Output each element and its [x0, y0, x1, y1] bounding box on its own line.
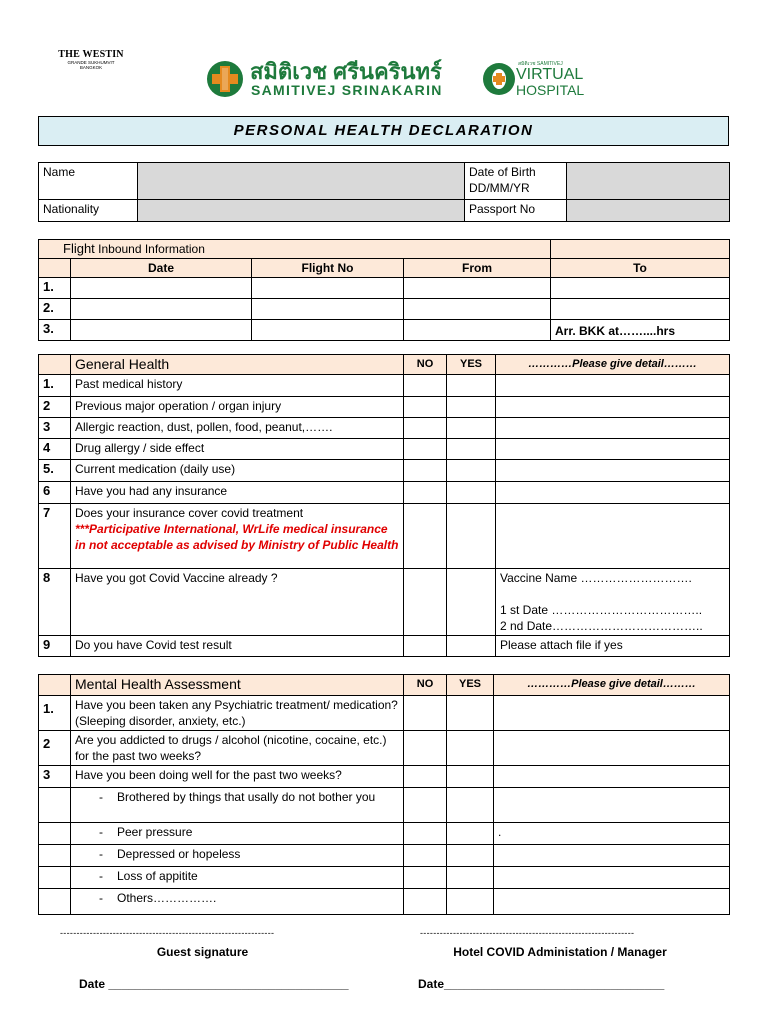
flight-row-num: 2.: [39, 299, 71, 320]
personal-info-table: [38, 162, 730, 222]
flight-col-blank: [39, 259, 71, 278]
mental-yes-cell[interactable]: [447, 889, 494, 915]
general-yes-cell[interactable]: [447, 418, 496, 439]
mental-no-cell[interactable]: [404, 889, 447, 915]
mental-subitem: [71, 788, 404, 823]
sub-text: Loss of appitite: [117, 869, 198, 883]
mental-sub-blank: [39, 823, 71, 845]
name-field[interactable]: [138, 163, 465, 200]
flight-row-num: 3.: [39, 320, 71, 341]
general-question: Past medical history: [71, 375, 404, 397]
general-row-num: 2: [39, 397, 71, 418]
name-label: Name: [39, 163, 138, 200]
virtual-hospital-icon: [482, 62, 516, 96]
flight-row-num: 1.: [39, 278, 71, 299]
general-row-num: 8: [39, 569, 71, 636]
guest-signature-label: Guest signature: [156, 945, 249, 959]
mental-detail-cell[interactable]: [494, 731, 730, 766]
mental-sub-blank: [39, 867, 71, 889]
mental-yes-cell[interactable]: [447, 731, 494, 766]
flight-heading-rest: Inbound Information: [94, 242, 205, 256]
flight-cell[interactable]: [71, 278, 252, 299]
general-no-cell[interactable]: [404, 569, 447, 636]
samitivej-thai-name: สมิติเวช ศรีนครินทร์: [250, 59, 442, 84]
general-yes-cell[interactable]: [447, 397, 496, 418]
flight-cell[interactable]: [252, 278, 404, 299]
mental-no-cell[interactable]: [404, 823, 447, 845]
general-row-num: 3: [39, 418, 71, 439]
mental-no-cell[interactable]: [404, 867, 447, 889]
general-question: Previous major operation / organ injury: [71, 397, 404, 418]
guest-date-line[interactable]: Date ____________________________________: [79, 977, 349, 991]
flight-cell[interactable]: [404, 278, 551, 299]
general-no-cell[interactable]: [404, 636, 447, 657]
general-yes-cell[interactable]: [447, 636, 496, 657]
sub-dash: -: [99, 891, 103, 905]
general-detail-cell[interactable]: [496, 375, 730, 397]
general-detail-cell[interactable]: [496, 482, 730, 504]
mental-health-table: [38, 674, 730, 915]
general-question: Drug allergy / side effect: [71, 439, 404, 460]
dob-field[interactable]: [567, 163, 730, 200]
mental-row-num: 3: [39, 766, 71, 788]
mental-yes-cell[interactable]: [447, 766, 494, 788]
general-yes-cell[interactable]: [447, 375, 496, 397]
flight-heading-blank: [551, 240, 730, 259]
sub-dash: -: [99, 790, 103, 804]
mental-detail-cell[interactable]: .: [494, 823, 730, 845]
virtual-text: VIRTUAL: [516, 66, 584, 83]
general-heading-blank: [39, 355, 71, 375]
mental-heading-blank: [39, 675, 71, 696]
arrival-note[interactable]: Arr. BKK at……....hrs: [551, 320, 730, 341]
page-title: PERSONAL HEALTH DECLARATION: [233, 122, 534, 139]
insurance-note: ***Participative International, WrLife medical insurance in not acceptable as advised by Ministry of Public Health: [75, 522, 399, 552]
westin-line1: THE WESTIN: [58, 49, 124, 60]
flight-heading: [39, 240, 551, 259]
mental-yes-cell[interactable]: [447, 788, 494, 823]
general-row-num: 5.: [39, 460, 71, 482]
sub-dash: -: [99, 847, 103, 861]
general-detail-cell[interactable]: [496, 460, 730, 482]
mental-no-cell[interactable]: [404, 788, 447, 823]
dob-label: Date of Birth DD/MM/YR: [465, 163, 567, 200]
general-question-insurance: [71, 504, 404, 569]
mental-detail-cell[interactable]: [494, 867, 730, 889]
virtual-hospital-logo: [482, 60, 602, 100]
mental-question: Are you addicted to drugs / alcohol (nicotine, cocaine, etc.) for the past two weeks?: [71, 731, 404, 766]
mental-detail-header: …………Please give detail………: [494, 675, 730, 696]
vaccine-name: Vaccine Name ……………………….: [500, 571, 692, 585]
general-no-header: NO: [404, 355, 447, 375]
flight-table: [38, 239, 730, 341]
mental-yes-cell[interactable]: [447, 867, 494, 889]
general-question: Do you have Covid test result: [71, 636, 404, 657]
mental-detail-cell[interactable]: [494, 889, 730, 915]
nationality-label: Nationality: [39, 200, 138, 222]
mental-row-num: 2: [39, 731, 71, 766]
mental-no-cell[interactable]: [404, 845, 447, 867]
general-no-cell[interactable]: [404, 375, 447, 397]
mental-subitem: [71, 845, 404, 867]
mental-detail-cell[interactable]: [494, 845, 730, 867]
general-no-cell[interactable]: [404, 397, 447, 418]
general-question: Current medication (daily use): [71, 460, 404, 482]
general-heading: General Health: [71, 355, 404, 375]
general-no-cell[interactable]: [404, 482, 447, 504]
general-no-cell[interactable]: [404, 460, 447, 482]
mental-no-cell[interactable]: [404, 731, 447, 766]
general-row-num: 9: [39, 636, 71, 657]
flight-col-to: To: [551, 259, 730, 278]
mental-subitem: [71, 889, 404, 915]
flight-heading-big: Flight: [63, 241, 95, 256]
flight-col-flight-no: Flight No: [252, 259, 404, 278]
title-box: [38, 116, 729, 146]
vaccine-detail-cell[interactable]: [496, 569, 730, 636]
general-detail-cell[interactable]: [496, 504, 730, 569]
flight-cell[interactable]: [252, 299, 404, 320]
mental-question: Have you been taken any Psychiatric treatment/ medication? (Sleeping disorder, anxiety, etc.): [71, 696, 404, 731]
flight-cell[interactable]: [551, 278, 730, 299]
flight-cell[interactable]: [252, 320, 404, 341]
general-yes-cell[interactable]: [447, 482, 496, 504]
mental-heading: Mental Health Assessment: [71, 675, 404, 696]
mental-question: Have you been doing well for the past two weeks?: [71, 766, 404, 788]
general-yes-cell[interactable]: [447, 504, 496, 569]
mental-detail-cell[interactable]: [494, 696, 730, 731]
general-row-num: 4: [39, 439, 71, 460]
general-row-num: 7: [39, 504, 71, 569]
passport-field[interactable]: [567, 200, 730, 222]
mental-detail-cell[interactable]: [494, 766, 730, 788]
hotel-signature-line[interactable]: -----------------------------------------------------------------: [420, 928, 635, 938]
flight-cell[interactable]: [551, 299, 730, 320]
general-yes-header: YES: [447, 355, 496, 375]
mental-yes-cell[interactable]: [447, 823, 494, 845]
mental-yes-cell[interactable]: [447, 845, 494, 867]
general-yes-cell[interactable]: [447, 460, 496, 482]
virtual-small-text: สมิติเวช SAMITIVEJ: [518, 61, 563, 67]
attach-note[interactable]: Please attach file if yes: [496, 636, 730, 657]
general-detail-header: …………Please give detail………: [496, 355, 730, 375]
general-question: Have you got Covid Vaccine already ?: [71, 569, 404, 636]
general-yes-cell[interactable]: [447, 439, 496, 460]
general-question: Does your insurance cover covid treatment: [75, 506, 304, 520]
general-no-cell[interactable]: [404, 504, 447, 569]
flight-cell[interactable]: [71, 320, 252, 341]
westin-line2: GRANDE SUKHUMVIT: [67, 60, 115, 65]
guest-signature-line[interactable]: -----------------------------------------------------------------: [60, 928, 275, 938]
general-question: Have you had any insurance: [71, 482, 404, 504]
hotel-signature-label: Hotel COVID Administation / Manager: [453, 945, 667, 959]
nationality-field[interactable]: [138, 200, 465, 222]
mental-no-cell[interactable]: [404, 696, 447, 731]
flight-cell[interactable]: [404, 299, 551, 320]
mental-detail-cell[interactable]: [494, 788, 730, 823]
flight-col-date: Date: [71, 259, 252, 278]
general-yes-cell[interactable]: [447, 569, 496, 636]
mental-sub-blank: [39, 845, 71, 867]
general-detail-cell[interactable]: [496, 418, 730, 439]
general-question: Allergic reaction, dust, pollen, food, peanut,…….: [71, 418, 404, 439]
general-health-table: [38, 354, 730, 657]
flight-cell[interactable]: [404, 320, 551, 341]
hospital-text: HOSPITAL: [516, 82, 585, 98]
westin-logo: [56, 49, 126, 70]
mental-yes-header: YES: [447, 675, 494, 696]
passport-label: Passport No: [465, 200, 567, 222]
general-no-cell[interactable]: [404, 418, 447, 439]
general-detail-cell[interactable]: [496, 439, 730, 460]
samitivej-logo: [206, 58, 466, 102]
vaccine-first-date: 1 st Date ………………………………..: [500, 603, 703, 617]
samitivej-english-name: SAMITIVEJ SRINAKARIN: [251, 82, 443, 98]
westin-line3: BANGKOK: [79, 65, 103, 70]
mental-subitem: [71, 867, 404, 889]
sub-dash: -: [99, 825, 103, 839]
vaccine-second-date: 2 nd Date………………………………..: [500, 619, 703, 633]
sub-text: Others…………….: [117, 891, 217, 905]
mental-yes-cell[interactable]: [447, 696, 494, 731]
general-detail-cell[interactable]: [496, 397, 730, 418]
mental-no-header: NO: [404, 675, 447, 696]
sub-text: Peer pressure: [117, 825, 193, 839]
mental-subitem: [71, 823, 404, 845]
sub-text: Brothered by things that usally do not bother you: [117, 790, 376, 804]
flight-col-from: From: [404, 259, 551, 278]
general-row-num: 1.: [39, 375, 71, 397]
samitivej-cross-icon: [206, 60, 244, 98]
general-no-cell[interactable]: [404, 439, 447, 460]
mental-row-num: 1.: [39, 696, 71, 731]
mental-no-cell[interactable]: [404, 766, 447, 788]
general-row-num: 6: [39, 482, 71, 504]
flight-cell[interactable]: [71, 299, 252, 320]
sub-dash: -: [99, 869, 103, 883]
sub-text: Depressed or hopeless: [117, 847, 241, 861]
hotel-date-line[interactable]: Date_________________________________: [418, 977, 665, 991]
mental-sub-blank: [39, 788, 71, 823]
mental-sub-blank: [39, 889, 71, 915]
